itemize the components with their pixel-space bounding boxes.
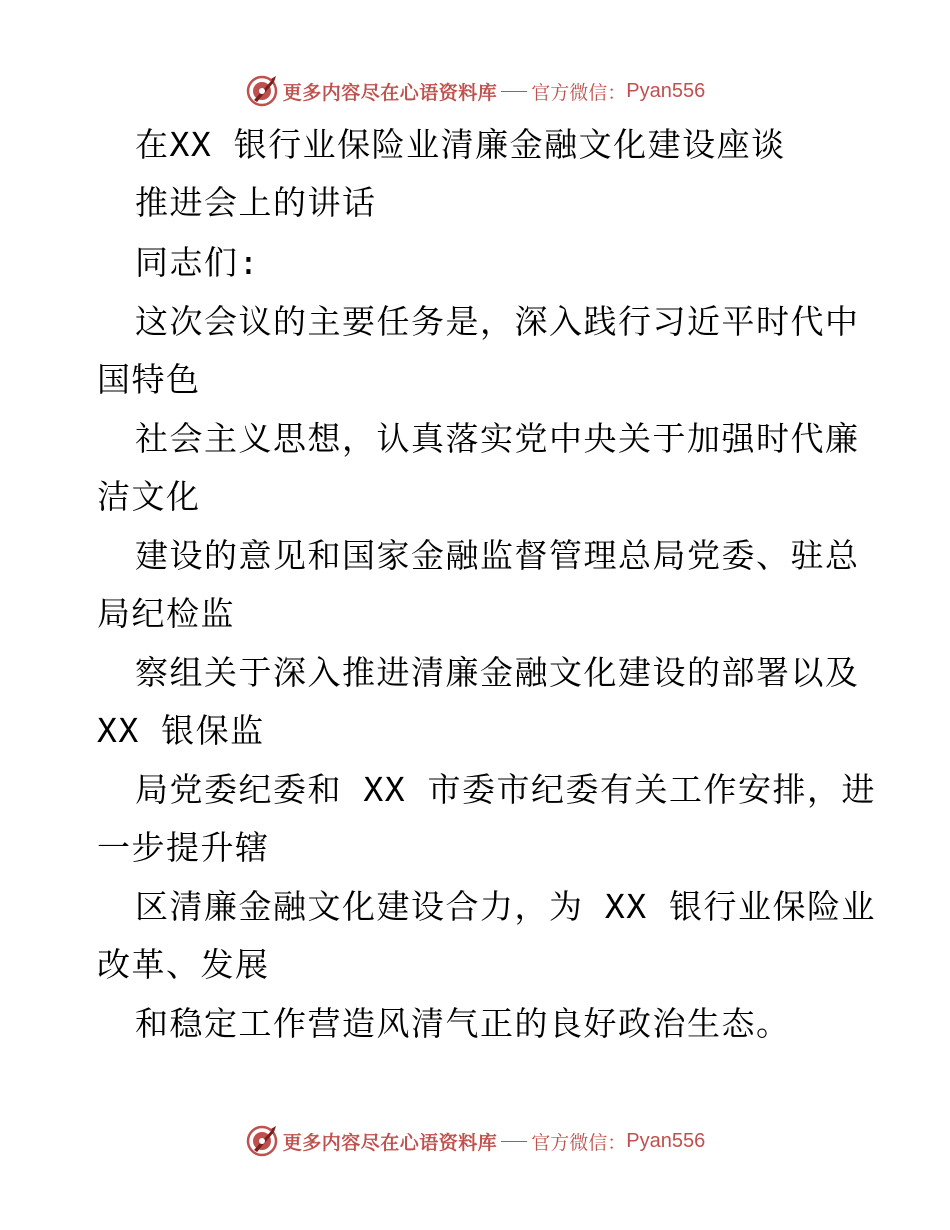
body-line: 局纪检监 — [97, 594, 235, 633]
body-line: 洁文化 — [97, 477, 201, 516]
quill-seal-icon — [245, 74, 279, 108]
body-line: 一步提升辖 — [97, 828, 270, 867]
body-line: XX 银保监 — [97, 711, 265, 750]
banner-divider — [501, 91, 527, 92]
quill-seal-icon — [245, 1124, 279, 1158]
body-line: 和稳定工作营造风清气正的良好政治生态。 — [135, 1004, 791, 1043]
body-line: 这次会议的主要任务是，深入践行习近平时代中 — [135, 302, 860, 341]
banner-title: 更多内容尽在心语资料库 — [282, 1131, 498, 1154]
body-line: 区清廉金融文化建设合力，为 XX 银行业保险业 — [135, 887, 876, 926]
salutation: 同志们: — [135, 243, 260, 282]
banner-wechat-label: 官方微信： — [531, 81, 627, 104]
body-line: 社会主义思想，认真落实党中央关于加强时代廉 — [135, 419, 860, 458]
header-banner — [0, 71, 950, 111]
title-line-1: 在XX 银行业保险业清廉金融文化建设座谈 — [135, 125, 786, 164]
banner-wechat-id: Pyan556 — [626, 1129, 706, 1152]
banner-divider — [501, 1141, 527, 1142]
title-line-2: 推进会上的讲话 — [135, 183, 377, 222]
body-line: 局党委纪委和 XX 市委市纪委有关工作安排，进 — [135, 770, 876, 809]
body-line: 建设的意见和国家金融监督管理总局党委、驻总 — [135, 536, 860, 575]
footer-banner — [0, 1121, 950, 1161]
banner-wechat-id: Pyan556 — [626, 79, 706, 102]
banner-wechat-label: 官方微信： — [531, 1131, 627, 1154]
body-line: 国特色 — [97, 360, 201, 399]
banner-title: 更多内容尽在心语资料库 — [282, 81, 498, 104]
body-line: 改革、发展 — [97, 945, 270, 984]
body-line: 察组关于深入推进清廉金融文化建设的部署以及 — [135, 653, 860, 692]
